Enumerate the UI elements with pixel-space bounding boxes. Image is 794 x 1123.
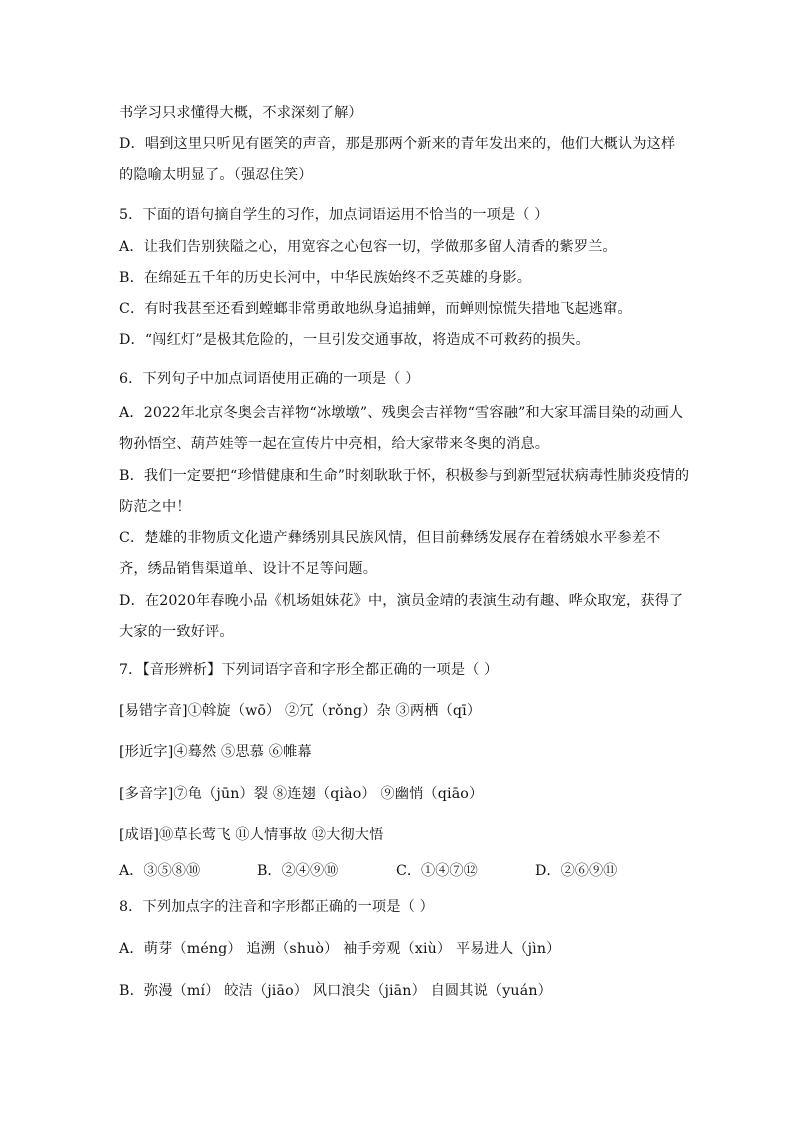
- q6-option-c: C．楚雄的非物质文化遗产彝绣别具民族风情，但目前彝绣发展存在着绣娘水平参差不: [119, 530, 661, 546]
- q7-group-pronunciation: [易错字音]①斡旋（wō） ②冗（rǒng）杂 ③两栖（qī）: [119, 703, 482, 719]
- q5-option-c: C．有时我甚至还看到螳螂非常勇敢地纵身追捕蝉，而蝉则惊慌失措地飞起逃窜。: [119, 301, 632, 317]
- q6-option-d: D．在2020年春晚小品《机场姐妹花》中，演员金靖的表演生动有趣、哗众取宠，获得了: [119, 593, 684, 609]
- q4-option-c-continuation: 书学习只求懂得大概，不求深刻了解）: [119, 105, 363, 121]
- q6-option-b-continuation: 防范之中！: [119, 499, 191, 515]
- question-7-stem: 7．【音形辨析】下列词语字音和字形全都正确的一项是（ ）: [119, 662, 499, 678]
- q8-option-a: A．萌芽（méng） 追溯（shuò） 袖手旁观（xiù） 平易进人（jìn）: [119, 941, 561, 957]
- q4-option-d: D．唱到这里只听见有匿笑的声音，那是那两个新来的青年发出来的，他们大概认为这样: [119, 136, 676, 152]
- q6-option-b: B．我们一定要把“珍惜健康和生命”时刻耿耿于怀，积极参与到新型冠状病毒性肺炎疫情的: [119, 468, 690, 484]
- q7-group-similar-chars: [形近字]④蓦然 ⑤思慕 ⑥帷幕: [119, 744, 312, 760]
- q6-option-d-continuation: 大家的一致好评。: [119, 624, 234, 640]
- q5-option-d: D．“闯红灯”是极其危险的，一旦引发交通事故，将造成不可救药的损失。: [119, 332, 590, 348]
- q5-option-b: B．在绵延五千年的历史长河中，中华民族始终不乏英雄的身影。: [119, 270, 532, 286]
- q7-option-d: D．②⑥⑨⑪: [535, 863, 618, 879]
- question-8-stem: 8．下列加点字的注音和字形都正确的一项是（ ）: [119, 899, 434, 915]
- q7-group-polyphones: [多音字]⑦龟（jūn）裂 ⑧连翅（qiào） ⑨幽悄（qiāo）: [119, 786, 484, 802]
- q7-option-b: B．②④⑨⑩: [257, 863, 339, 879]
- q5-option-a: A．让我们告别狭隘之心，用宽容之心包容一切，学做那多留人清香的紫罗兰。: [119, 239, 617, 255]
- q7-option-a: A．③⑤⑧⑩: [119, 863, 201, 879]
- q7-option-c: C．①④⑦⑫: [396, 863, 478, 879]
- q7-group-idioms: [成语]⑩草长莺飞 ⑪人情事故 ⑫大彻大悟: [119, 827, 384, 843]
- q6-option-a-continuation: 物孙悟空、葫芦娃等一起在宣传片中亮相，给大家带来冬奥的消息。: [119, 436, 550, 452]
- q4-option-d-continuation: 的隐喻太明显了。（强忍住笑）: [119, 167, 313, 183]
- question-5-stem: 5．下面的语句摘自学生的习作，加点词语运用不恰当的一项是（ ）: [119, 207, 549, 223]
- q6-option-c-continuation: 齐，绣品销售渠道单、设计不足等问题。: [119, 561, 378, 577]
- q6-option-a: A．2022年北京冬奥会吉祥物“冰墩墩”、残奥会吉祥物“雪容融”和大家耳濡目染的动画人: [119, 405, 684, 421]
- q8-option-b: B．弥漫（mí） 皎洁（jiāo） 风口浪尖（jiān） 自圆其说（yuán）: [119, 983, 552, 999]
- question-6-stem: 6．下列句子中加点词语使用正确的一项是（ ）: [119, 371, 420, 387]
